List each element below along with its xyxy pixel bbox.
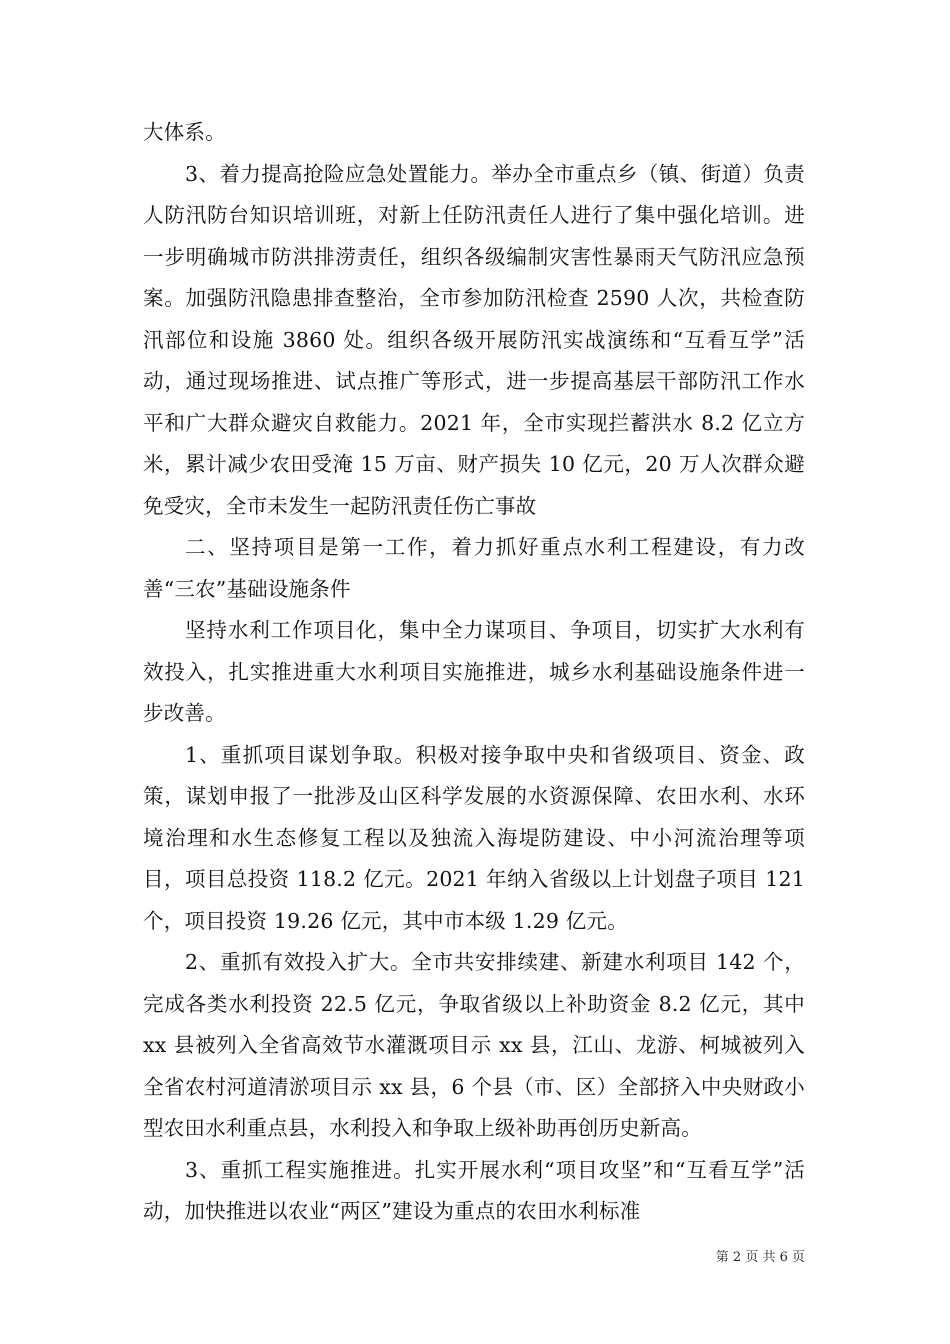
document-body — [143, 112, 805, 1233]
section-heading-projects: 二、坚持项目是第一工作，着力抓好重点水利工程建设，有力改善“三农”基础设施条件 — [143, 535, 805, 601]
paragraph-project-planning: 1、重抓项目谋划争取。积极对接争取中央和省级项目、资金、政策，谋划申报了一批涉及山区科学发展的水资源保障、农田水利、水环境治理和水生态修复工程以及独流入海堤防建设、中小河流治理等项目，项目总投资 118.2 亿元。2021 年纳入省级以上计划盘子项目 121 个，项目投资 19.26 亿元，其中市本级 1.29 亿元。 — [143, 742, 805, 933]
paragraph-implementation: 3、重抓工程实施推进。扎实开展水利“项目攻坚”和“互看互学”活动，加快推进以农业“两区”建设为重点的农田水利标准 — [143, 1157, 805, 1223]
page-number: 第 2 页 共 6 页 — [715, 1250, 805, 1265]
paragraph-continuation: 大体系。 — [143, 120, 226, 144]
paragraph-projects-intro: 坚持水利工作项目化，集中全力谋项目、争项目，切实扩大水利有效投入，扎实推进重大水利项目实施推进，城乡水利基础设施条件进一步改善。 — [143, 618, 805, 725]
paragraph-investment-expansion: 2、重抓有效投入扩大。全市共安排续建、新建水利项目 142 个，完成各类水利投资 22.5 亿元，争取省级以上补助资金 8.2 亿元，其中 xx 县被列入全省高效节水灌溉项目示 xx 县，江山、龙游、柯城被列入全省农村河道清淤项目示 xx 县，6 个县（市、区）全部挤入中央财政小型农田水利重点县，水利投入和争取上级补助再创历史新高。 — [143, 950, 805, 1140]
paragraph-emergency-response: 3、着力提高抢险应急处置能力。举办全市重点乡（镇、街道）负责人防汛防台知识培训班，对新上任防汛责任人进行了集中强化培训。进一步明确城市防洪排涝责任，组织各级编制灾害性暴雨天气防汛应急预案。加强防汛隐患排查整治，全市参加防汛检查 2590 人次，共检查防汛部位和设施 3860 处。组织各级开展防汛实战演练和“互看互学”活动，通过现场推进、试点推广等形式，进一步提高基层干部防汛工作水平和广大群众避灾自救能力。2021 年，全市实现拦蓄洪水 8.2 亿立方米，累计减少农田受淹 15 万亩、财产损失 10 亿元，20 万人次群众避免受灾，全市未发生一起防汛责任伤亡事故 — [143, 161, 805, 518]
